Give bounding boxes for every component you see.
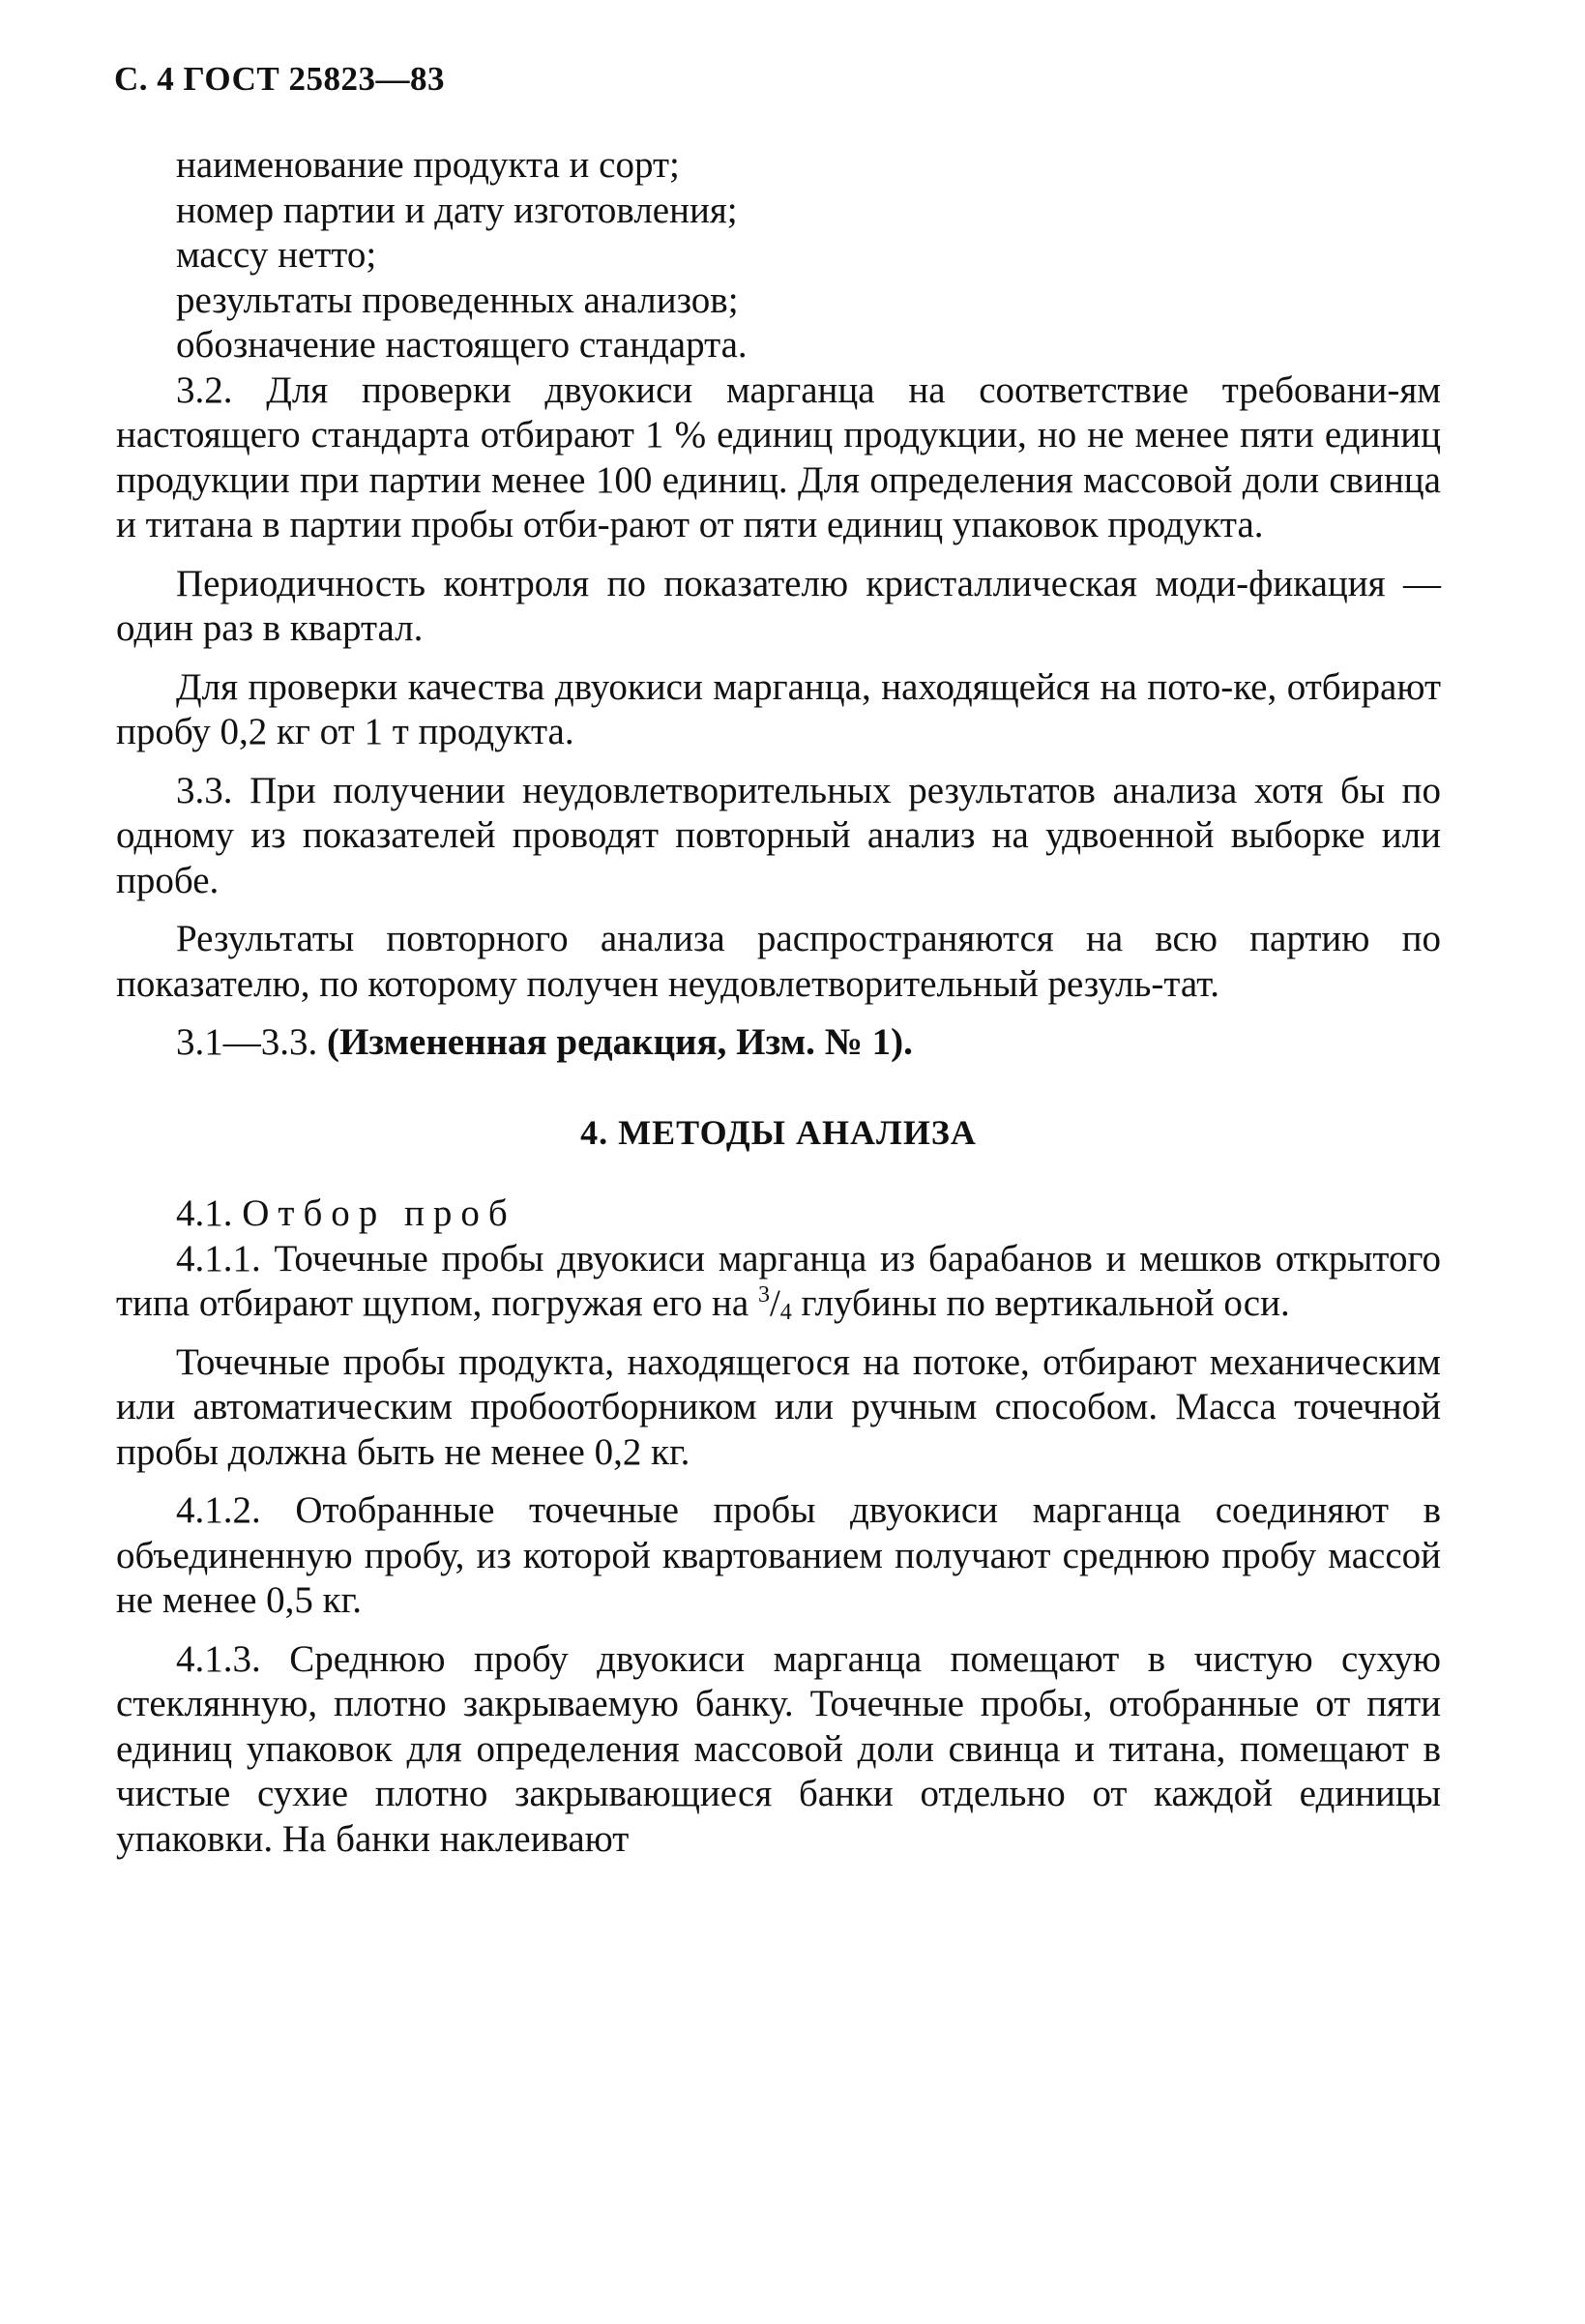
paragraph-4-1-1-end: глубины по вертикальной оси.: [791, 1282, 1290, 1324]
paragraph-3-2: 3.2. Для проверки двуокиси марганца на соответствие требовани-ям настоящего стандарта отбирают 1 % единиц продукции, но не менее пяти единиц продукции при партии менее 100 единиц. Для определения массовой доли свинца и титана в партии пробы отби-рают от пяти единиц упаковок продукта.: [116, 368, 1441, 545]
paragraph-3-3: 3.3. При получении неудовлетворительных результатов анализа хотя бы по одному из показателей проводят повторный анализ на удвоенной выборке или пробе.: [116, 769, 1441, 901]
paragraph-4-1-1: [116, 1237, 1441, 1327]
page-header: С. 4 ГОСТ 25823—83: [114, 60, 445, 98]
subsection-title: Отбор проб: [242, 1192, 516, 1234]
subsection-4-1: [116, 1191, 1441, 1237]
paragraph-4-1-3: 4.1.3. Среднюю пробу двуокиси марганца помещают в чистую сухую стеклянную, плотно закрываемую банку. Точечные пробы, отобранные от пяти единиц упаковок для определения массовой доли свинца и титана, помещают в чистые сухие плотно закрывающиеся банки отдельно от каждой единицы упаковки. На банки наклеивают: [116, 1637, 1441, 1860]
paragraph-repeat-analysis: Результаты повторного анализа распространяются на всю партию по показателю, по которому получен неудовлетворительный резуль-тат.: [116, 918, 1441, 1005]
list-item: массу нетто;: [176, 234, 377, 276]
fraction-numerator: 3: [757, 1282, 770, 1308]
paragraph-flow-sampling: Для проверки качества двуокиси марганца, находящейся на пото-ке, отбирают пробу 0,2 кг от 1 т продукта.: [116, 665, 1441, 752]
list-item: обозначение настоящего стандарта.: [176, 324, 748, 366]
paragraph-point-samples: Точечные пробы продукта, находящегося на потоке, отбирают механическим или автоматическим пробоотборником или ручным способом. Масса точечной пробы должна быть не менее 0,2 кг.: [116, 1340, 1441, 1473]
fraction-three-quarters: $^3/_4$: [757, 1282, 792, 1325]
amendment-bold: (Измененная редакция, Изм. № 1).: [327, 1021, 913, 1063]
paragraph-4-1-1-start: 4.1.1. Точечные пробы двуокиси марганца из барабанов и мешков открытого типа отбирают щупом, погружая его на: [116, 1237, 1441, 1324]
paragraph-4-1-2: 4.1.2. Отобранные точечные пробы двуокиси марганца соединяют в объединенную пробу, из которой квартованием получают среднюю пробу массой не менее 0,5 кг.: [116, 1489, 1441, 1621]
amendment-note: [116, 1020, 1441, 1066]
list-item: наименование продукта и сорт;: [176, 144, 680, 186]
list-item: номер партии и дату изготовления;: [176, 189, 738, 231]
section-heading: 4. МЕТОДЫ АНАЛИЗА: [580, 1112, 977, 1152]
label-contents-list: [116, 143, 1441, 368]
paragraph-periodicity: Периодичность контроля по показателю кристаллическая моди-фикация — один раз в квартал.: [116, 562, 1441, 649]
subsection-number: 4.1.: [176, 1192, 243, 1234]
document-body: [116, 143, 1441, 1875]
amendment-prefix: 3.1—3.3.: [176, 1021, 327, 1063]
list-item: результаты проведенных анализов;: [176, 279, 739, 321]
fraction-denominator: 4: [779, 1300, 792, 1325]
